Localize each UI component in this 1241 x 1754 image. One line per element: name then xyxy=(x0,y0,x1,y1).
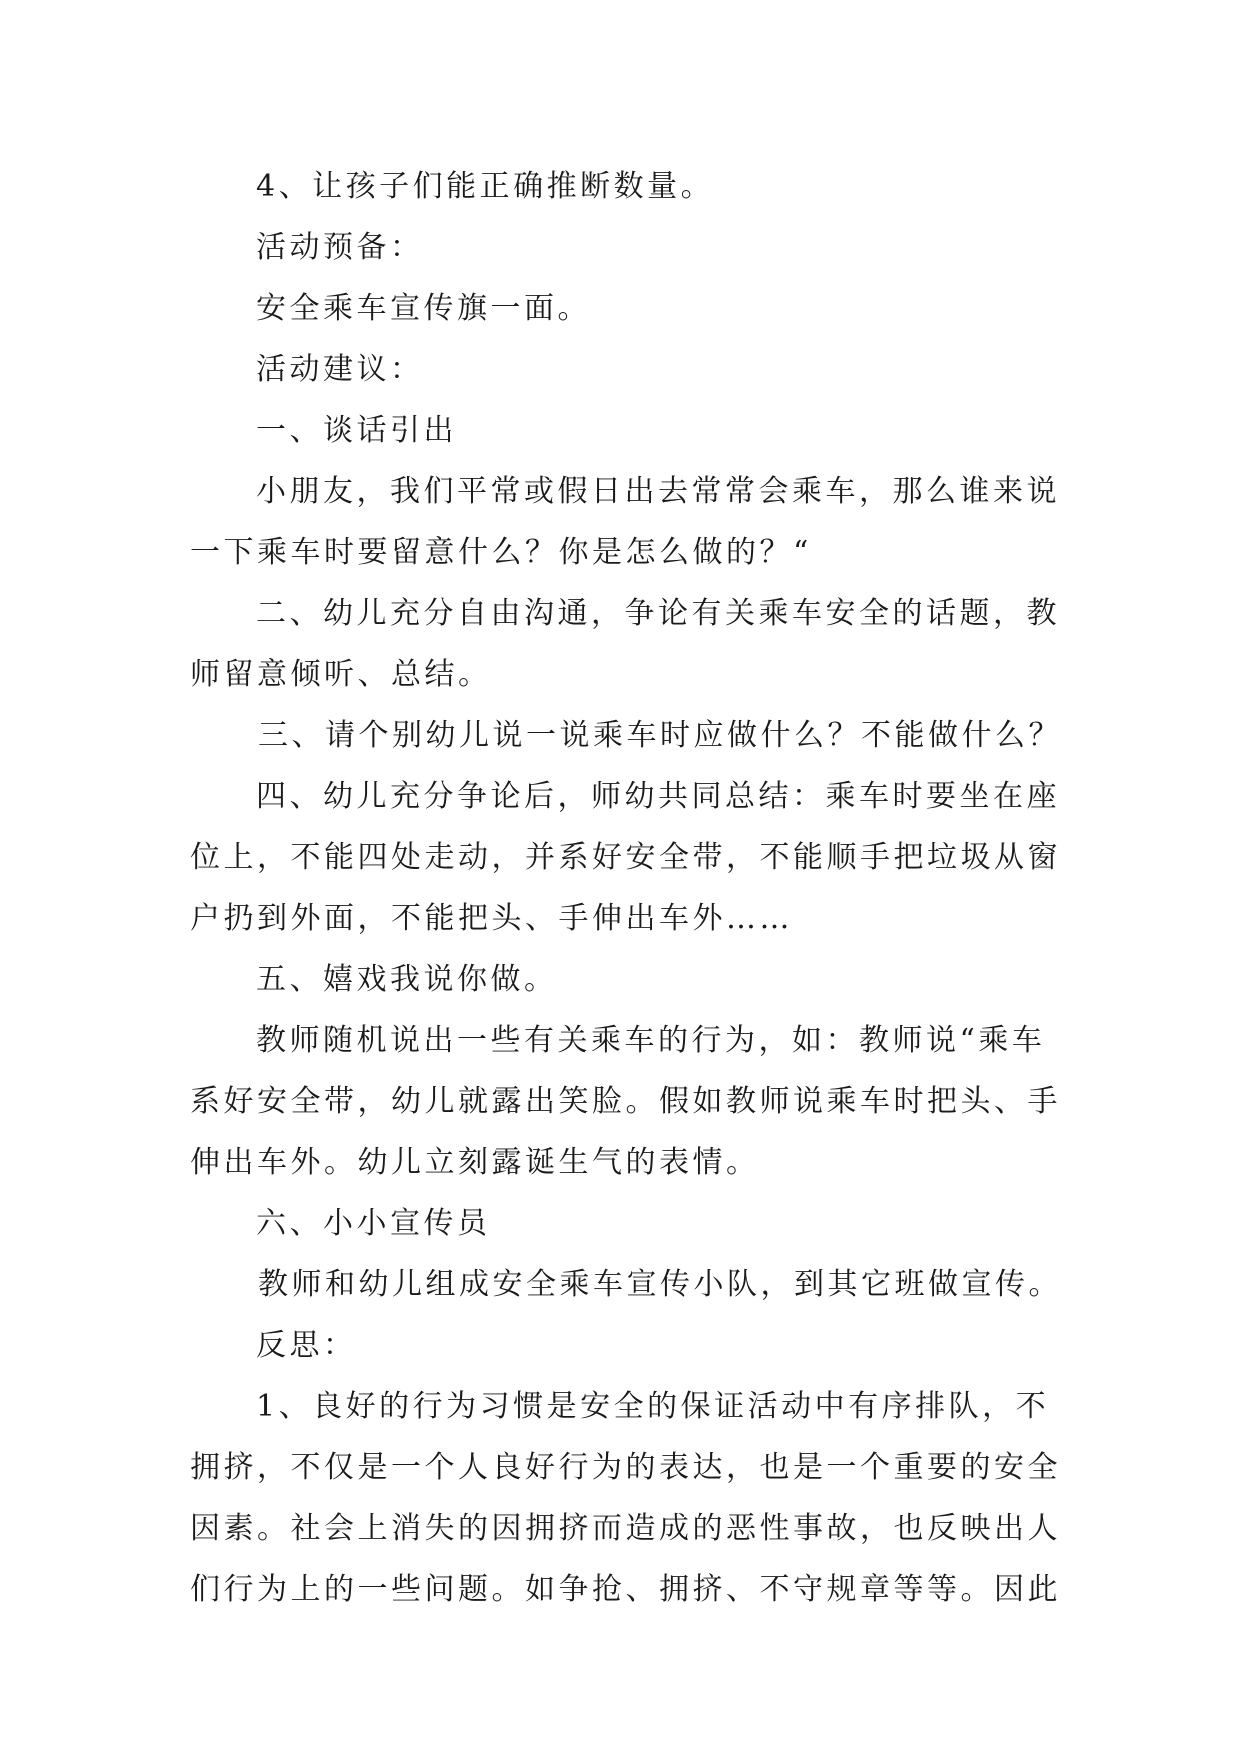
text-line: 教师和幼儿组成安全乘车宣传小队，到其它班做宣传。 xyxy=(258,1267,1062,1302)
section-heading: 六、小小宣传员 xyxy=(256,1206,491,1241)
text-line: 三、请个别幼儿说一说乘车时应做什么？不能做什么？ xyxy=(258,718,1062,753)
section-heading: 一、谈话引出 xyxy=(256,413,457,448)
text-line: 活动预备： xyxy=(256,230,424,265)
text-line: 活动建议： xyxy=(256,352,424,387)
text-line: 一下乘车时要留意什么？你是怎么做的？“ xyxy=(190,535,812,570)
text-line: 户扔到外面，不能把头、手伸出车外…… xyxy=(190,901,793,936)
section-heading: 五、嬉戏我说你做。 xyxy=(256,962,558,997)
text-line: 4、让孩子们能正确推断数量。 xyxy=(256,169,715,204)
text-line: 四、幼儿充分争论后，师幼共同总结：乘车时要坐在座 xyxy=(256,779,1060,814)
text-line: 拥挤，不仅是一个人良好行为的表达，也是一个重要的安全 xyxy=(190,1450,1061,1485)
text-line: 1、良好的行为习惯是安全的保证活动中有序排队，不 xyxy=(256,1389,1050,1424)
text-line: 师留意倾听、总结。 xyxy=(190,657,492,692)
text-line: 们行为上的一些问题。如争抢、拥挤、不守规章等等。因此 xyxy=(190,1572,1061,1607)
text-line: 位上，不能四处走动，并系好安全带，不能顺手把垃圾从窗 xyxy=(190,840,1061,875)
section-heading: 反思： xyxy=(256,1328,357,1363)
text-line: 因素。社会上消失的因拥挤而造成的恶性事故，也反映出人 xyxy=(190,1511,1061,1546)
text-line: 二、幼儿充分自由沟通，争论有关乘车安全的话题，教 xyxy=(256,596,1060,631)
text-line: 小朋友，我们平常或假日出去常常会乘车，那么谁来说 xyxy=(256,474,1060,509)
text-line: 安全乘车宣传旗一面。 xyxy=(256,291,591,326)
text-line: 系好安全带，幼儿就露出笑脸。假如教师说乘车时把头、手 xyxy=(190,1084,1061,1119)
text-line: 教师随机说出一些有关乘车的行为，如：教师说“乘车 xyxy=(256,1023,1046,1058)
text-line: 伸出车外。幼儿立刻露诞生气的表情。 xyxy=(190,1145,760,1180)
